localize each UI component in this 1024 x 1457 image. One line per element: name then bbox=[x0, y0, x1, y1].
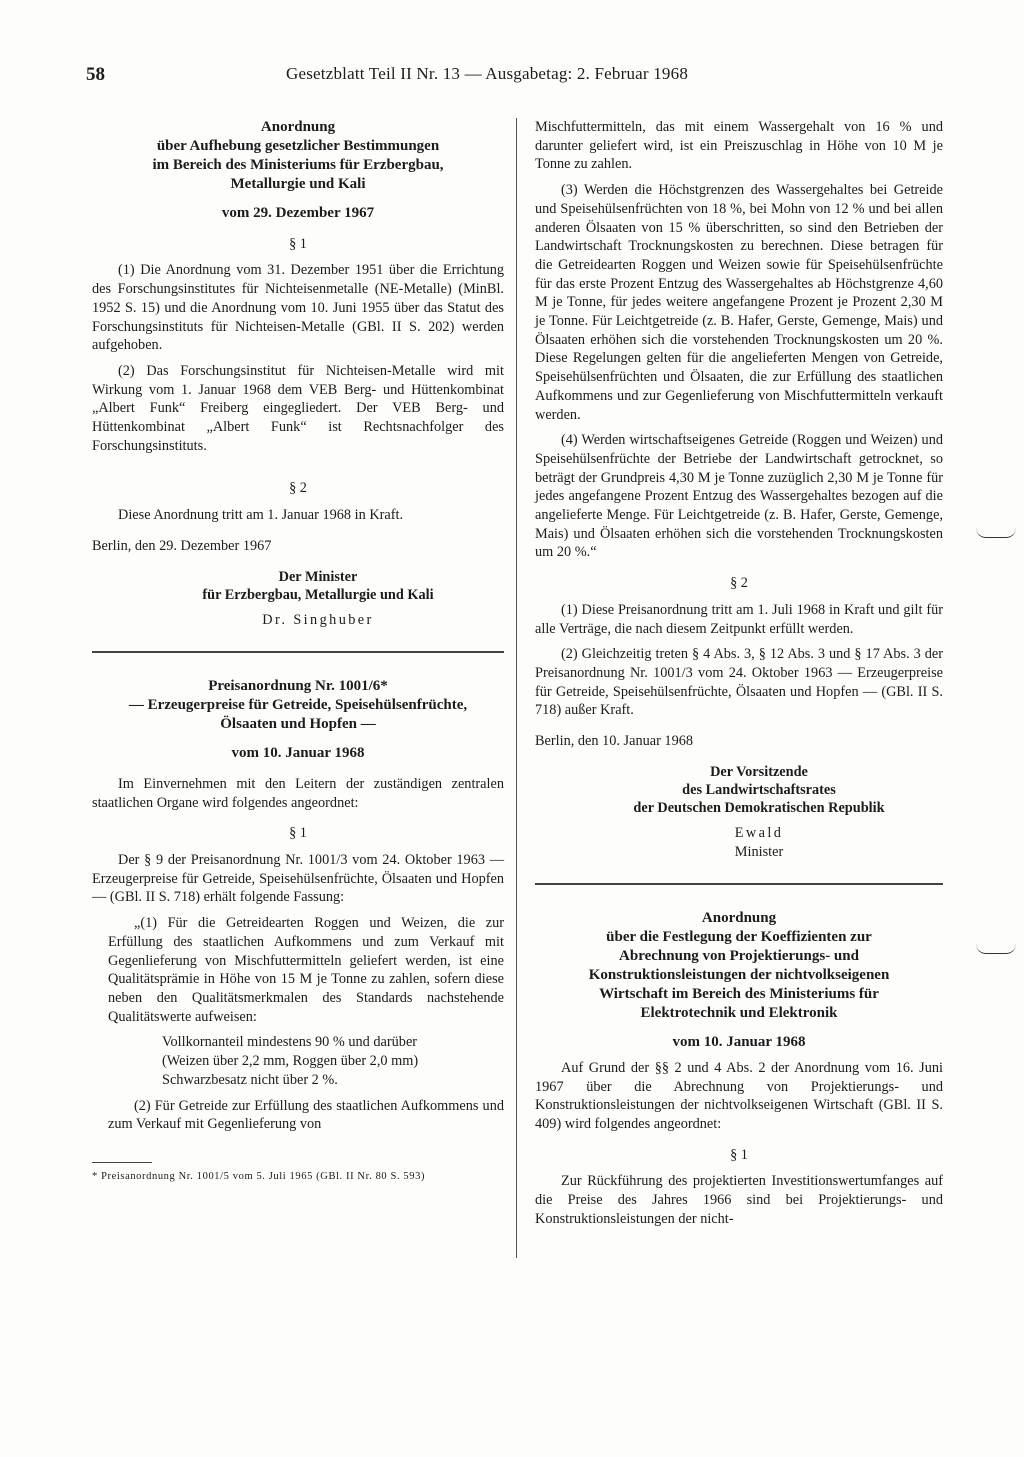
paragraph: (2) Gleichzeitig treten § 4 Abs. 3, § 12 Abs. 3 und § 17 Abs. 3 der Preisanordnung Nr. 1001/3 vom 24. Oktober 1963 — Erzeugerpreise für Getreide, Speisehülsenfrüchte, Ölsaaten und Hopfen — (GBl. II S. 718) außer Kraft. bbox=[535, 646, 943, 719]
ordinance-title-2: Preisanordnung Nr. 1001/6* — Erzeugerpreise für Getreide, Speisehülsenfrüchte, Ölsaaten und Hopfen — bbox=[128, 678, 468, 733]
paragraph: (4) Werden wirtschaftseigenes Getreide (Roggen und Weizen) und Speisehülsenfrüchte der Betriebe der Landwirtschaft getrocknet, so beträgt der Grundpreis 4,30 M je Tonne zuzüglich 2,30 M je Tonne für jedes angefangene Prozent Entzug des Wassergehaltes bezogen auf die angelieferte Menge. Für Leichtgetreide (z. B. Hafer, Gerste, Gemenge, Mais) und Ölsaaten erhöhen sich die vorstehenden Trocknungskosten um 20 %.“ bbox=[535, 432, 943, 561]
quality-values bbox=[108, 1033, 504, 1089]
ordinance-date-1: vom 29. Dezember 1967 bbox=[221, 205, 375, 221]
signature-name: Dr. Singhuber bbox=[262, 611, 374, 628]
paragraph: Im Einvernehmen mit den Leitern der zuständigen zentralen staatlichen Organe wird folgendes angeordnet: bbox=[92, 775, 504, 811]
section-rule bbox=[535, 883, 943, 885]
paragraph: Mischfuttermitteln, das mit einem Wassergehalt von 16 % und darunter geliefert wird, ist ein Preiszuschlag in Höhe von 10 M je Tonne zu zahlen. bbox=[535, 119, 943, 173]
paragraph: (3) Werden die Höchstgrenzen des Wassergehaltes bei Getreide und Speisehülsenfrüchten von 18 %, bei Mohn von 12 % und bei allen anderen Ölsaaten von 15 % überschritten, so sind den Betrieben der Landwirtschaft Trocknungskosten zu berechnen. Diese betragen für die Getreidearten Roggen und Weizen sowie für Speisehülsenfrüchte für das erste Prozent Entzug des Wassergehaltes ab Höchstgrenze 4,60 M je Tonne, für jedes weitere angefangene Prozent je Prozent 2,30 M je Tonne. Für Leichtgetreide (z. B. Hafer, Gerste, Gemenge, Mais) und Ölsaaten erhöhen sich die vorstehenden Trocknungskosten um 20 %. Diese Regelungen gelten für die angelieferten Mengen von Getreide, Speisehülsenfrüchten und Ölsaaten, die zur Erfüllung des staatlichen Aufkommens und zur Gegenlieferung von Mischfuttermitteln verkauft werden. bbox=[535, 182, 943, 423]
ordinance-title-1: Anordnung über Aufhebung gesetzlicher Bestimmungen im Bereich des Ministeriums für Erzbergbau, Metallurgie und Kali bbox=[152, 119, 444, 192]
signature-title: der Deutschen Demokratischen Republik bbox=[633, 799, 885, 816]
paragraph-sign: § 2 bbox=[730, 575, 748, 592]
paragraph: (2) Für Getreide zur Erfüllung des staatlichen Aufkommens und zum Verkauf mit Gegenlieferung von bbox=[108, 1097, 504, 1133]
list-item: Vollkornanteil mindestens 90 % und darüber bbox=[162, 1034, 418, 1051]
paragraph-sign: § 1 bbox=[289, 825, 307, 842]
amended-text bbox=[92, 914, 504, 1134]
place-date: Berlin, den 10. Januar 1968 bbox=[535, 733, 694, 750]
list-item: (Weizen über 2,2 mm, Roggen über 2,0 mm) bbox=[162, 1053, 419, 1070]
signature-title: Der Vorsitzende bbox=[710, 763, 808, 780]
paragraph: (2) Das Forschungsinstitut für Nichteisen-Metalle wird mit Wirkung vom 1. Januar 1968 dem VEB Berg- und Hüttenkombinat „Albert Funk“ Freiberg eingegliedert. Der VEB Berg- und Hüttenkombinat „Albert Funk“ ist Rechtsnachfolger des Forschungsinstituts. bbox=[92, 362, 504, 454]
signature-title: des Landwirtschaftsrates bbox=[682, 781, 836, 798]
margin-mark bbox=[976, 528, 1016, 538]
footnote: * Preisanordnung Nr. 1001/5 vom 5. Juli 1965 (GBl. II Nr. 80 S. 593) bbox=[92, 1170, 426, 1182]
margin-mark bbox=[976, 944, 1016, 954]
list-item: Schwarzbesatz nicht über 2 %. bbox=[162, 1071, 338, 1088]
ordinance-title-3: Anordnung über die Festlegung der Koeffizienten zur Abrechnung von Projektierungs- und Konstruktionsleistungen der nichtvolkseigenen Wirtschaft im Bereich des Ministeriums für Elektrotechnik und Elektronik bbox=[588, 910, 890, 1022]
gazette-header: Gesetzblatt Teil II Nr. 13 — Ausgabetag: 2. Februar 1968 bbox=[286, 64, 689, 83]
right-column bbox=[535, 118, 943, 1229]
signature-name: Ewald bbox=[734, 824, 784, 841]
section-rule bbox=[92, 651, 504, 653]
paragraph-sign: § 1 bbox=[730, 1146, 748, 1163]
paragraph-sign: § 1 bbox=[289, 235, 307, 252]
paragraph: Zur Rückführung des projektierten Investitionswertumfanges auf die Preise des Jahres 1966 sind bei Projektierungs- und Konstruktionsleistungen der nicht- bbox=[535, 1173, 943, 1227]
paragraph: „(1) Für die Getreidearten Roggen und Weizen, die zur Erfüllung des staatlichen Aufkommens und zum Verkauf mit Gegenlieferung von Mischfuttermitteln geliefert werden, ist eine Qualitätsprämie in Höhe von 15 M je Tonne zu zahlen, sofern diese neben den Qualitätsmerkmalen des Standards nachstehende Qualitätswerte aufweisen: bbox=[108, 915, 504, 1025]
paragraph: Diese Anordnung tritt am 1. Januar 1968 in Kraft. bbox=[118, 507, 404, 524]
ordinance-date-3: vom 10. Januar 1968 bbox=[672, 1034, 806, 1051]
place-date: Berlin, den 29. Dezember 1967 bbox=[92, 537, 272, 554]
page-number: 58 bbox=[86, 64, 105, 85]
paragraph: Auf Grund der §§ 2 und 4 Abs. 2 der Anordnung vom 16. Juni 1967 über die Abrechnung von Projektierungs- und Konstruktionsleistungen der nichtvolkseigenen Wirtschaft (GBl. II S. 409) wird folgendes angeordnet: bbox=[535, 1059, 943, 1133]
left-column bbox=[92, 118, 504, 1184]
paragraph: (1) Die Anordnung vom 31. Dezember 1951 über die Errichtung des Forschungsinstitutes für Nichteisenmetalle (NE-Metalle) (MinBl. 1952 S. 15) und die Anordnung vom 10. Juni 1955 über das Statut des Forschungsinstituts für Nichteisen-Metalle (GBl. II S. 202) werden aufgehoben. bbox=[92, 262, 504, 354]
ordinance-date-2: vom 10. Januar 1968 bbox=[231, 745, 365, 762]
signature-title: Der Minister bbox=[278, 568, 358, 585]
page-header bbox=[86, 64, 946, 90]
column-divider bbox=[516, 118, 517, 1258]
paragraph: Der § 9 der Preisanordnung Nr. 1001/3 vom 24. Oktober 1963 — Erzeugerpreise für Getreide, Speisehülsenfrüchte, Ölsaaten und Hopfen — (GBl. II S. 718) erhält folgende Fassung: bbox=[92, 852, 504, 906]
footnote-rule bbox=[92, 1162, 152, 1163]
signature-title: für Erzbergbau, Metallurgie und Kali bbox=[202, 586, 434, 603]
paragraph-sign: § 2 bbox=[289, 480, 307, 497]
paragraph: (1) Diese Preisanordnung tritt am 1. Juli 1968 in Kraft und gilt für alle Verträge, die nach diesem Zeitpunkt erfüllt werden. bbox=[535, 601, 943, 637]
signature-role: Minister bbox=[734, 843, 784, 860]
